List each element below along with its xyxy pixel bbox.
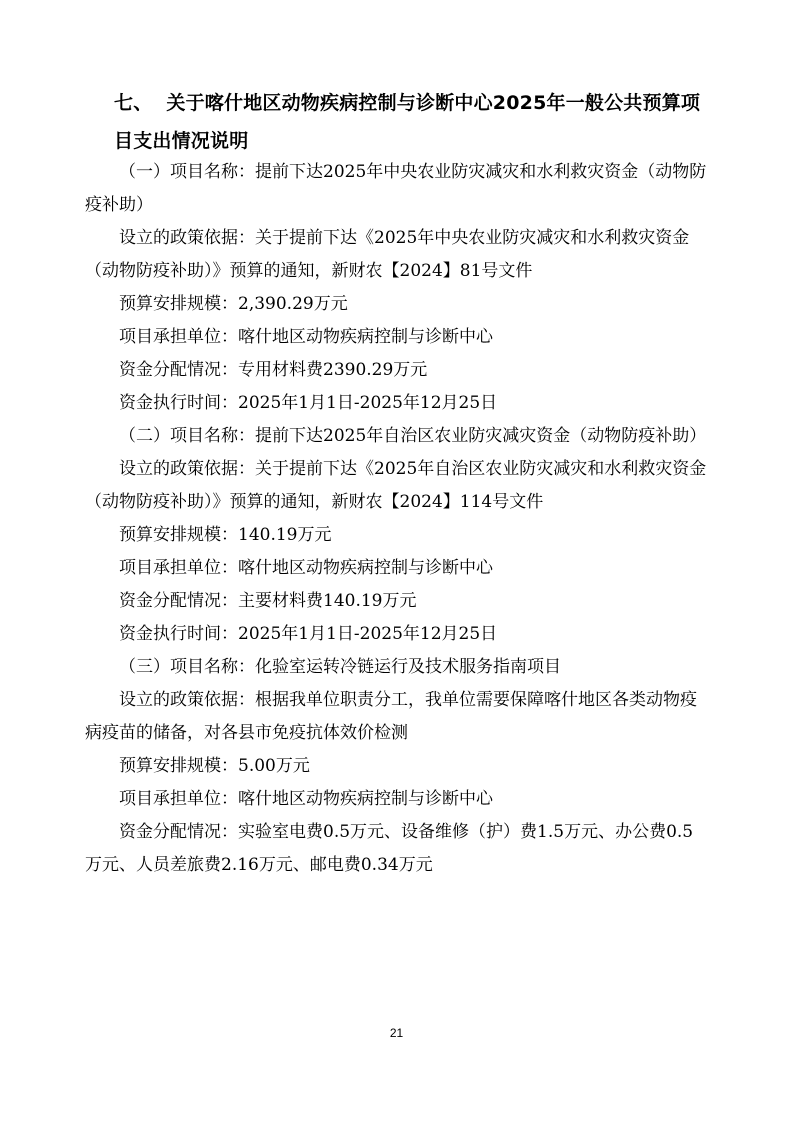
section-heading [114, 84, 704, 160]
project-1-allocation: 资金分配情况：专用材料费2390.29万元 [119, 360, 428, 380]
project-1-policy-basis: 设立的政策依据：关于提前下达《2025年中央农业防灾减灾和水利救灾资金（动物防疫补助）》预算的通知，新财农【2024】81号文件 [85, 228, 690, 281]
project-1-budget-scale: 预算安排规模：2,390.29万元 [119, 294, 348, 314]
section-title: 关于喀什地区动物疾病控制与诊断中心2025年一般公共预算项目支出情况说明 [114, 92, 701, 152]
project-3-policy-basis: 设立的政策依据：根据我单位职责分工，我单位需要保障喀什地区各类动物疫病疫苗的储备，对各县市免疫抗体效价检测 [85, 690, 697, 743]
project-3-unit: 项目承担单位：喀什地区动物疾病控制与诊断中心 [119, 789, 493, 809]
project-2-unit: 项目承担单位：喀什地区动物疾病控制与诊断中心 [119, 558, 493, 578]
project-1-execution-time: 资金执行时间：2025年1月1日-2025年12月25日 [119, 393, 498, 413]
project-3-allocation: 资金分配情况：实验室电费0.5万元、设备维修（护）费1.5万元、办公费0.5万元、人员差旅费2.16万元、邮电费0.34万元 [85, 822, 694, 875]
project-2-execution-time: 资金执行时间：2025年1月1日-2025年12月25日 [119, 624, 498, 644]
document-body [85, 156, 710, 882]
project-2-policy-basis: 设立的政策依据：关于提前下达《2025年自治区农业防灾减灾和水利救灾资金（动物防疫补助）》预算的通知，新财农【2024】114号文件 [85, 459, 707, 512]
project-3-name: （三）项目名称：化验室运转冷链运行及技术服务指南项目 [119, 657, 561, 677]
project-3-budget-scale: 预算安排规模：5.00万元 [119, 756, 310, 776]
project-2-allocation: 资金分配情况：主要材料费140.19万元 [119, 591, 417, 611]
project-1-name: （一）项目名称：提前下达2025年中央农业防灾减灾和水利救灾资金（动物防疫补助） [85, 162, 707, 215]
project-2-name: （二）项目名称：提前下达2025年自治区农业防灾减灾资金（动物防疫补助） [119, 426, 707, 446]
section-number: 七、 [114, 92, 153, 114]
page-number: 21 [389, 1026, 404, 1040]
project-1-unit: 项目承担单位：喀什地区动物疾病控制与诊断中心 [119, 327, 493, 347]
project-2-budget-scale: 预算安排规模：140.19万元 [119, 525, 332, 545]
